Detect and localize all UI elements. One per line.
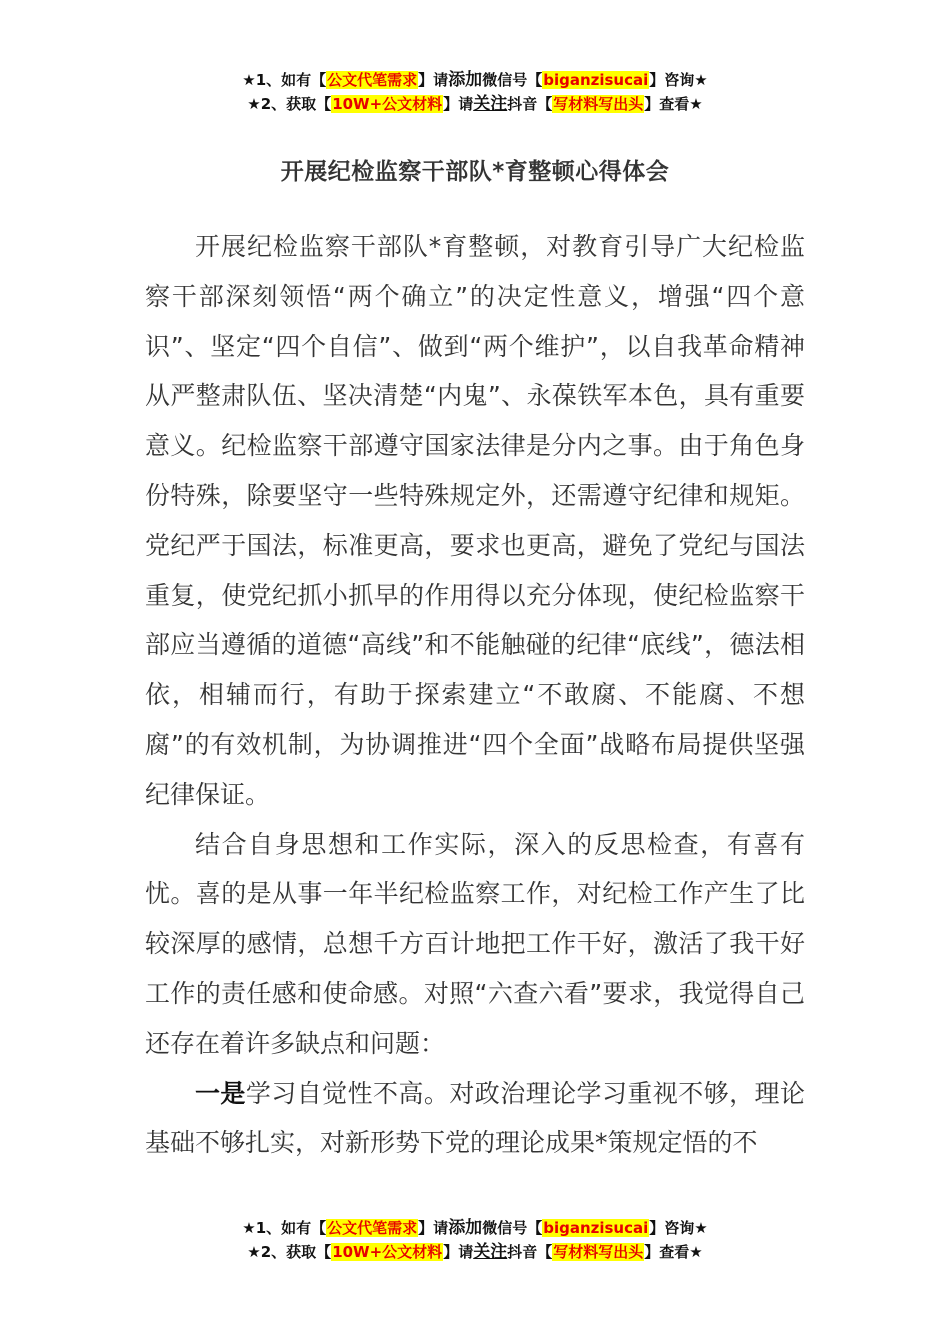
- banner-text: 】咨询★: [649, 71, 708, 89]
- banner-line-1: [0, 68, 950, 92]
- banner-text: 微信号【: [482, 71, 543, 89]
- banner-line-2: [0, 92, 950, 116]
- paragraph-2: 结合自身思想和工作实际，深入的反思检查，有喜有忧。喜的是从事一年半纪检监察工作，对纪检工作产生了比较深厚的感情，总想千方百计地把工作干好，激活了我干好工作的责任感和使命感。对照“六查六看”要求，我觉得自己还存在着许多缺点和问题：: [145, 829, 805, 1058]
- banner-text: ★2、获取【: [247, 1243, 332, 1261]
- banner-emphasis: 关注: [473, 94, 508, 114]
- banner-text: ★2、获取【: [247, 95, 332, 113]
- banner-text: 】请: [418, 1219, 449, 1237]
- footer-banner: [0, 1216, 950, 1264]
- highlight-douyin-name: 写材料写出头: [553, 95, 644, 113]
- highlight-douyin-name: 写材料写出头: [553, 1243, 644, 1261]
- banner-text: 】查看★: [644, 95, 703, 113]
- highlight-materials: 10W+公文材料: [332, 95, 443, 113]
- banner-text: 抖音【: [507, 1243, 553, 1261]
- highlight-wechat-id: biganzisucai: [543, 1219, 649, 1237]
- highlight-service: 公文代笔需求: [327, 71, 418, 89]
- banner-text: 】咨询★: [649, 1219, 708, 1237]
- header-banner: [0, 68, 950, 116]
- banner-text: ★1、如有【: [242, 71, 327, 89]
- document-body: [145, 222, 805, 1168]
- banner-emphasis: 添加: [448, 70, 483, 90]
- paragraph-lead: 一是: [195, 1078, 246, 1108]
- banner-line-1: [0, 1216, 950, 1240]
- paragraph-3: [145, 1069, 805, 1169]
- paragraph-1: 开展纪检监察干部队*育整顿，对教育引导广大纪检监察干部深刻领悟“两个确立”的决定性意义，增强“四个意识”、坚定“四个自信”、做到“两个维护”，以自我革命精神从严整肃队伍、坚决清楚“内鬼”、永葆铁军本色，具有重要意义。纪检监察干部遵守国家法律是分内之事。由于角色身份特殊，除要坚守一些特殊规定外，还需遵守纪律和规矩。党纪严于国法，标准更高，要求也更高，避免了党纪与国法重复，使党纪抓小抓早的作用得以充分体现，使纪检监察干部应当遵循的道德“高线”和不能触碰的纪律“底线”，德法相依，相辅而行，有助于探索建立“不敢腐、不能腐、不想腐”的有效机制，为协调推进“四个全面”战略布局提供坚强纪律保证。: [145, 232, 805, 809]
- highlight-materials: 10W+公文材料: [332, 1243, 443, 1261]
- highlight-wechat-id: biganzisucai: [543, 71, 649, 89]
- banner-text: 微信号【: [482, 1219, 543, 1237]
- banner-text: 】请: [443, 95, 474, 113]
- banner-text: ★1、如有【: [242, 1219, 327, 1237]
- banner-text: 】请: [418, 71, 449, 89]
- banner-emphasis: 关注: [473, 1242, 508, 1262]
- banner-text: 抖音【: [507, 95, 553, 113]
- banner-line-2: [0, 1240, 950, 1264]
- banner-emphasis: 添加: [448, 1218, 483, 1238]
- highlight-service: 公文代笔需求: [327, 1219, 418, 1237]
- banner-text: 】请: [443, 1243, 474, 1261]
- banner-text: 】查看★: [644, 1243, 703, 1261]
- paragraph-text: 学习自觉性不高。对政治理论学习重视不够，理论基础不够扎实，对新形势下党的理论成果*策规定悟的不: [145, 1078, 805, 1158]
- document-title: 开展纪检监察干部队*育整顿心得体会: [280, 159, 670, 185]
